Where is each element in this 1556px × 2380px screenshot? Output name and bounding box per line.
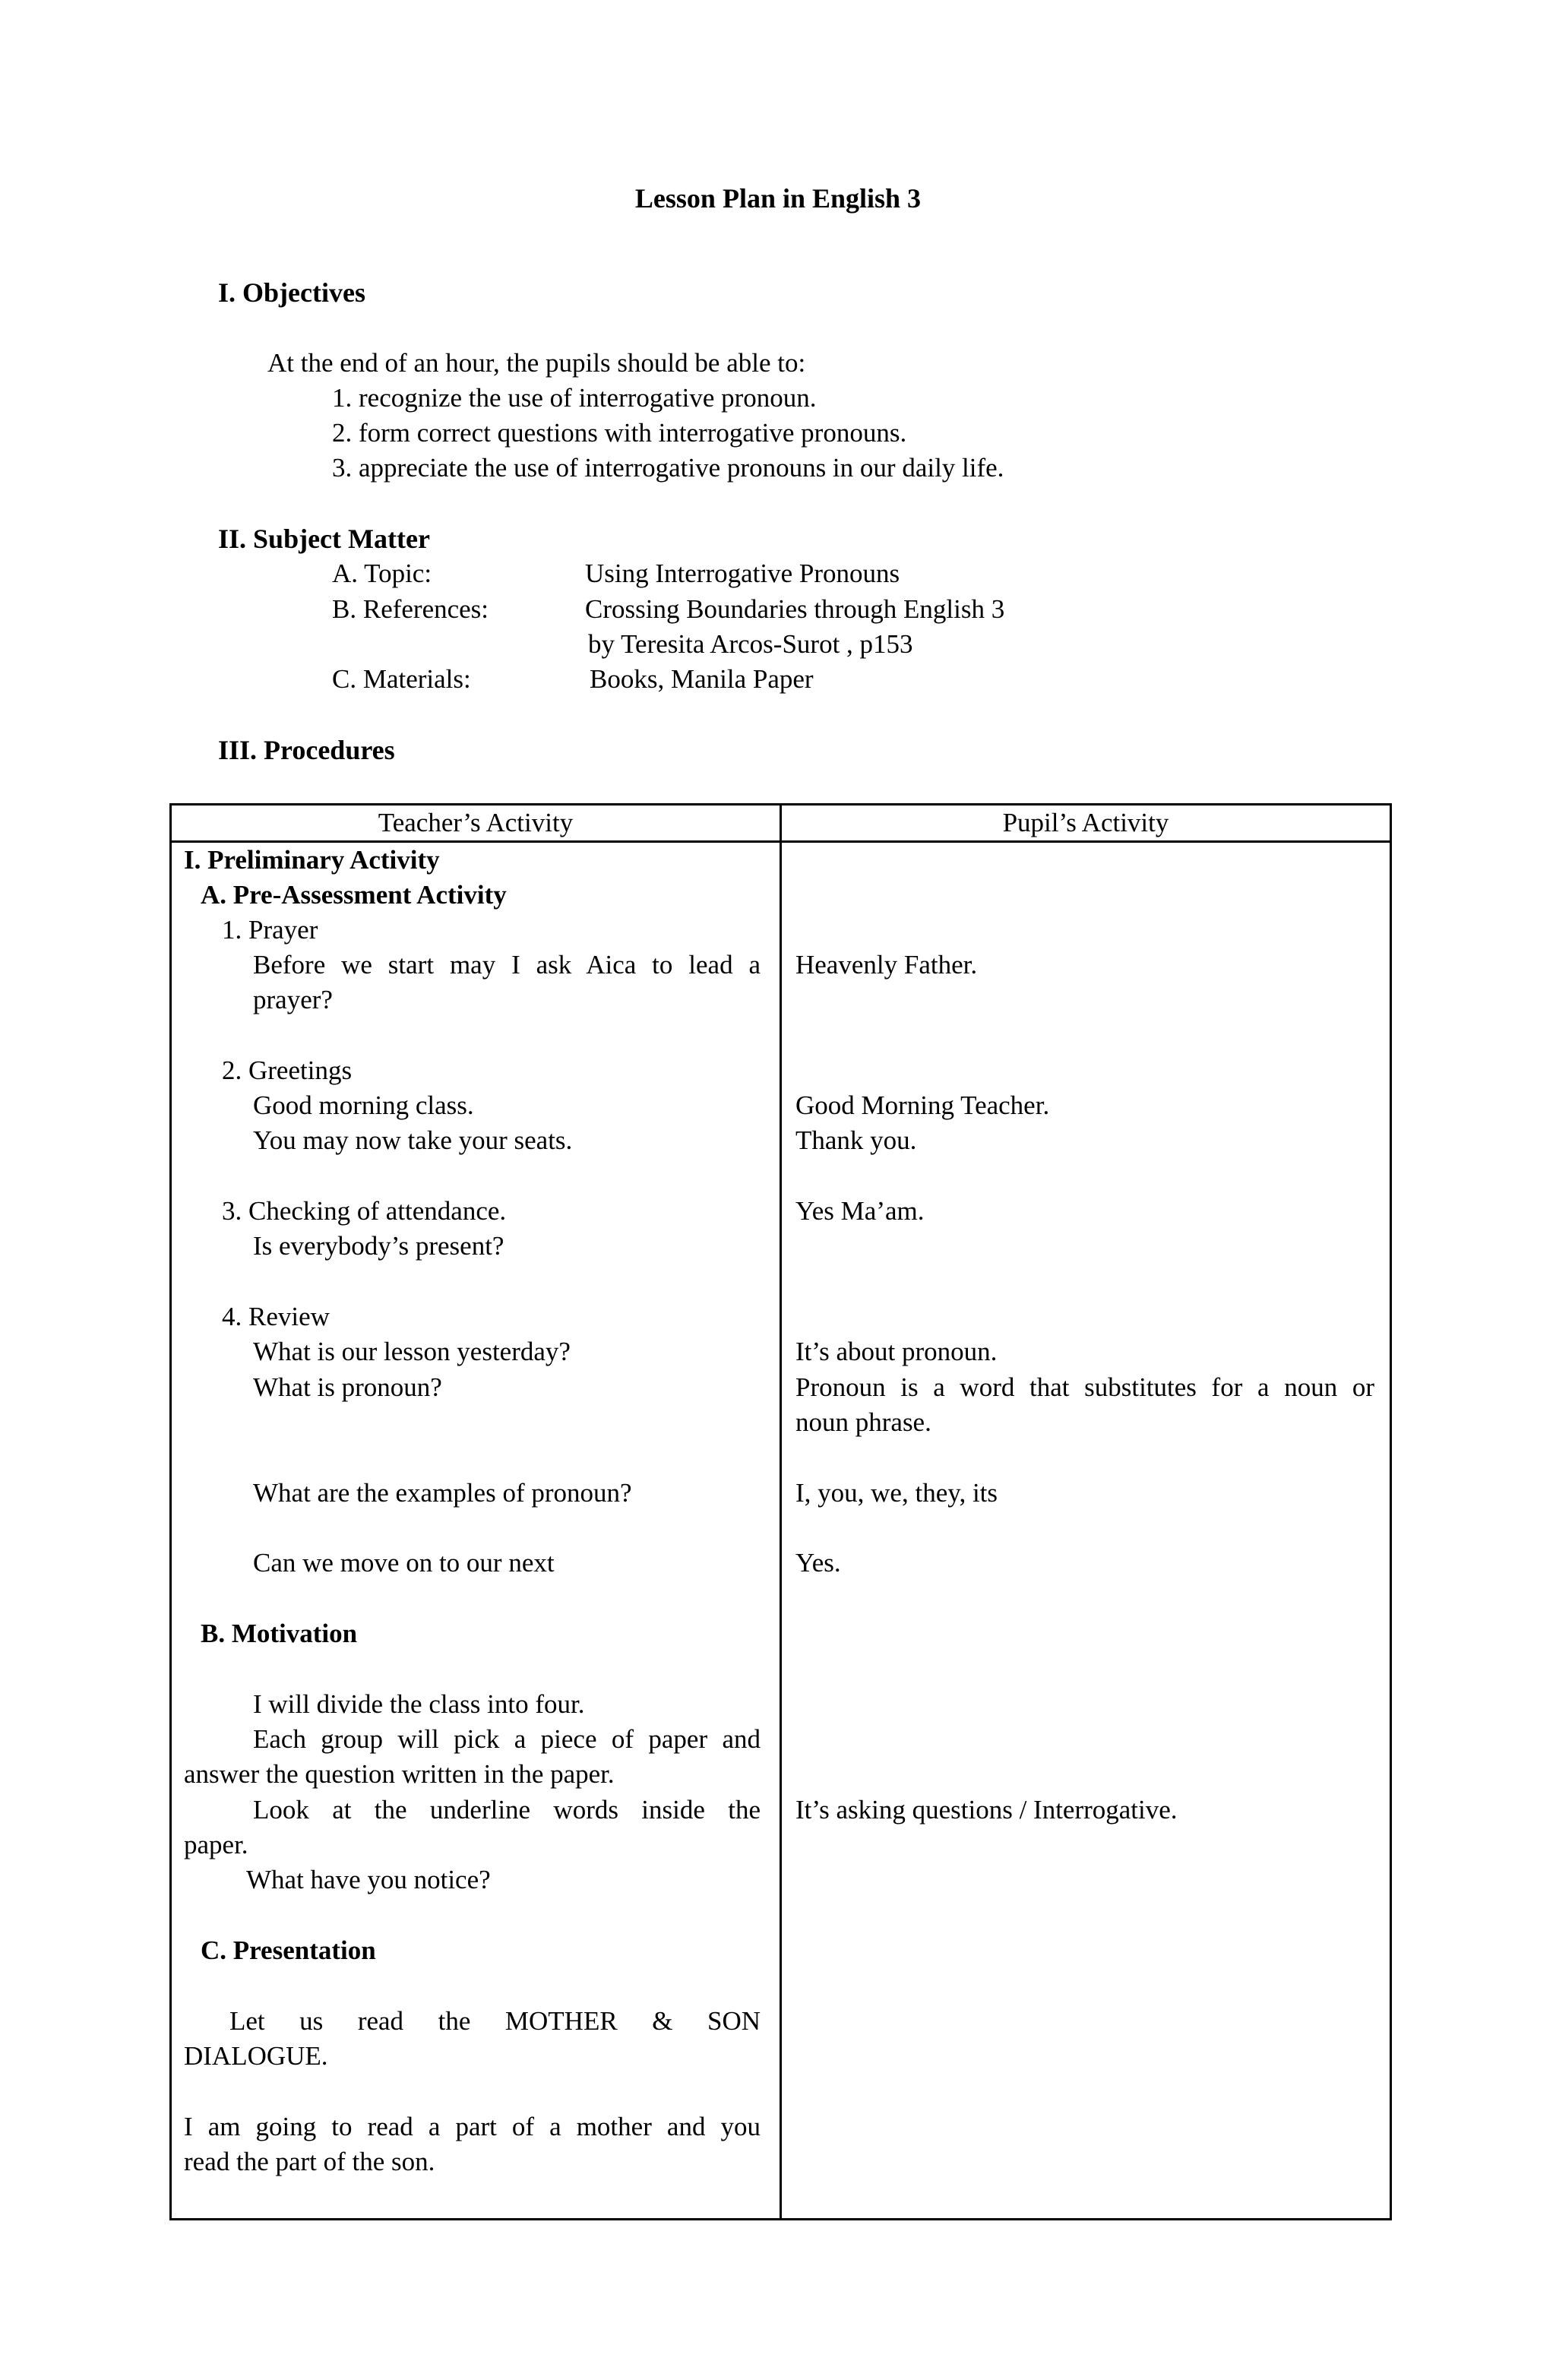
prayer-text: prayer? [253,985,333,1014]
pupil-activity-header: Pupil’s Activity [781,805,1391,842]
review-question: Can we move on to our next [253,1548,555,1578]
presentation-text: Let us read the MOTHER & SON [229,2006,761,2036]
objective-item: 1. recognize the use of interrogative pronoun. [332,383,817,413]
topic-value: Using Interrogative Pronouns [585,559,900,588]
teacher-activity-cell [171,842,781,2220]
motivation-text: I will divide the class into four. [253,1689,585,1719]
motivation-text: paper. [184,1830,248,1859]
teacher-activity-header: Teacher’s Activity [171,805,781,842]
review-question: What are the examples of pronoun? [253,1478,632,1508]
prayer-text: Before we start may I ask Aica to lead a [253,950,761,980]
references-label: B. References: [332,594,489,624]
presentation-heading: C. Presentation [201,1935,376,1965]
greetings-item: 2. Greetings [222,1055,353,1085]
presentation-text: read the part of the son. [184,2147,435,2176]
objective-item: 3. appreciate the use of interrogative pronouns in our daily life. [332,453,1004,483]
table-header-row [171,805,1391,842]
pupil-response: It’s asking questions / Interrogative. [795,1795,1178,1825]
pupil-response: It’s about pronoun. [795,1337,998,1366]
pupil-response: Heavenly Father. [795,950,978,980]
review-question: What is our lesson yesterday? [253,1337,571,1366]
motivation-heading: B. Motivation [201,1619,358,1648]
table-row [171,842,1391,2220]
procedures-table [169,803,1392,2220]
attendance-item: 3. Checking of attendance. [222,1196,507,1226]
pupil-activity-cell [781,842,1391,2220]
pupil-response: noun phrase. [795,1407,931,1437]
motivation-text: Look at the underline words inside the [253,1795,761,1825]
presentation-text: DIALOGUE. [184,2041,328,2071]
objectives-intro: At the end of an hour, the pupils should be able to: [267,348,806,378]
pupil-response: I, you, we, they, its [795,1478,998,1508]
topic-label: A. Topic: [332,559,432,588]
materials-value: Books, Manila Paper [590,664,814,694]
review-item: 4. Review [222,1302,330,1331]
pupil-response: Yes. [795,1548,841,1578]
prayer-item: 1. Prayer [222,915,318,945]
attendance-text: Is everybody’s present? [253,1231,504,1261]
presentation-text: I am going to read a part of a mother and you [184,2112,761,2141]
pupil-response: Yes Ma’am. [795,1196,925,1226]
greetings-text: You may now take your seats. [253,1125,573,1155]
procedures-heading: III. Procedures [218,735,395,765]
review-question: What is pronoun? [253,1372,442,1402]
pupil-response: Good Morning Teacher. [795,1090,1050,1120]
subject-matter-heading: II. Subject Matter [218,524,430,554]
motivation-text: Each group will pick a piece of paper and [253,1724,761,1754]
references-value: Crossing Boundaries through English 3 [585,594,1005,624]
objective-item: 2. form correct questions with interrogative pronouns. [332,418,907,448]
preliminary-activity-heading: I. Preliminary Activity [184,845,440,875]
motivation-text: What have you notice? [246,1865,491,1894]
pupil-response: Pronoun is a word that substitutes for a noun or [795,1372,1374,1402]
references-author: by Teresita Arcos-Surot , p153 [588,629,913,659]
materials-label: C. Materials: [332,664,471,694]
greetings-text: Good morning class. [253,1090,474,1120]
pupil-response: Thank you. [795,1125,917,1155]
objectives-heading: I. Objectives [218,277,365,308]
motivation-text: answer the question written in the paper. [184,1759,615,1789]
pre-assessment-heading: A. Pre-Assessment Activity [201,880,507,910]
page-title: Lesson Plan in English 3 [634,183,922,214]
